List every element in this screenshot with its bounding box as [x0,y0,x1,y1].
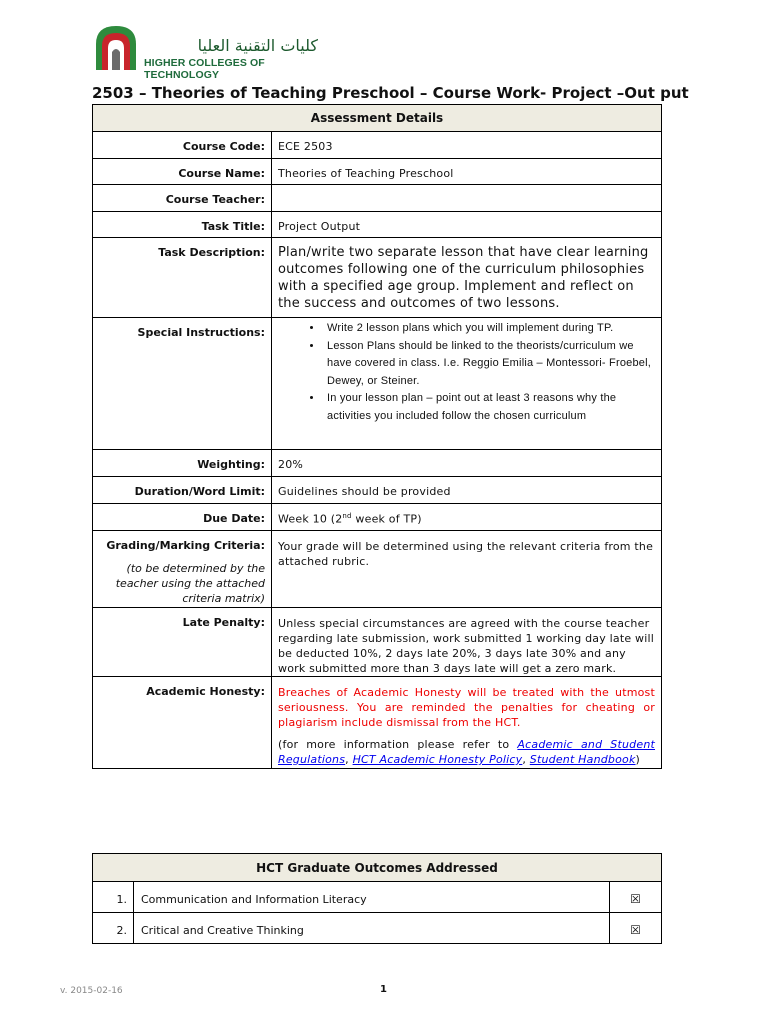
list-item: • Lesson Plans should be linked to the theorists/curriculum we have covered in class. I.e. Reggio Emilia – Montessori- Froebel, Dewey, or Steiner. [323,338,655,391]
references-prefix: (for more information please refer to [278,738,518,751]
grading-note-open: ( [126,562,131,575]
special-instructions-value [272,318,662,450]
logo-english-text: HIGHER COLLEGES OF TECHNOLOGY [144,57,265,81]
task-title-label: Task Title: [93,212,272,238]
list-item: • In your lesson plan – point out at least 3 reasons why the activities you included follow the chosen curriculum [323,390,655,425]
grading-label: Grading/Marking Criteria: [106,539,265,552]
late-penalty-value: Unless special circumstances are agreed with the course teacher regarding late submission, work submitted 1 working day late will be deducted 10%, 2 days late 20%, 3 days late 30% and any work submitted more than 3 days late will get a zero mark. [272,608,662,677]
page-number: 1 [380,984,387,995]
grading-value: Your grade will be determined using the relevant criteria from the attached rubric. [272,531,662,608]
grading-note-close: ) [260,592,265,605]
due-date-value [272,504,662,531]
student-handbook-link[interactable]: Student Handbook [529,753,636,766]
course-teacher-label: Course Teacher: [93,185,272,212]
duration-value: Guidelines should be provided [272,477,662,504]
grading-label-cell [93,531,272,608]
honesty-policy-link[interactable]: HCT Academic Honesty Policy [352,753,523,766]
academic-honesty-value [272,677,662,769]
logo-arabic-text: كليات التقنية العليا [197,36,318,55]
duration-label: Duration/Word Limit: [93,477,272,504]
special-instructions-list [278,320,655,425]
references-sep-2: , [522,753,530,766]
course-code-value: ECE 2503 [272,132,662,159]
hct-logo [92,22,322,81]
assessment-details-table [92,104,662,769]
academic-regulations-link[interactable]: Academic and Student Regulations [278,738,656,766]
course-name-label: Course Name: [93,159,272,185]
version-label: v. 2015-02-16 [60,986,123,996]
task-description-label: Task Description: [93,238,272,318]
special-instructions-label: Special Instructions: [93,318,272,450]
academic-honesty-warning: Breaches of Academic Honesty will be treated with the utmost seriousness. You are reminded the penalties for cheating or plagiarism include dismissal from the HCT. [278,686,655,729]
due-date-prefix: Week 10 (2 [278,512,343,526]
course-name-value: Theories of Teaching Preschool [272,159,662,185]
graduate-outcomes-table [92,853,662,944]
checked-box-icon[interactable]: ☒ [610,882,662,913]
course-teacher-value [272,185,662,212]
table-row [93,882,662,913]
outcome-number: 2. [93,913,134,944]
table-row [93,913,662,944]
due-date-sup: nd [342,512,352,520]
weighting-label: Weighting: [93,450,272,477]
outcome-number: 1. [93,882,134,913]
assessment-details-heading: Assessment Details [93,105,662,132]
list-item: • Write 2 lesson plans which you will implement during TP. [323,320,655,338]
due-date-label: Due Date: [93,504,272,531]
outcome-text: Critical and Creative Thinking [134,913,610,944]
grading-note-text: to be determined by the teacher using the attached criteria matrix [115,562,265,605]
checked-box-icon[interactable]: ☒ [610,913,662,944]
outcome-text: Communication and Information Literacy [134,882,610,913]
hct-emblem-icon [92,22,140,72]
task-description-value: Plan/write two separate lesson that have clear learning outcomes following one of the curriculum philosophies with a specified age group. Implement and reflect on the success and outcomes of two lessons. [272,238,662,318]
task-title-value: Project Output [272,212,662,238]
due-date-suffix: week of TP) [351,512,422,526]
references-sep-1: , [345,753,353,766]
late-penalty-label: Late Penalty: [93,608,272,677]
course-code-label: Course Code: [93,132,272,159]
document-title: 2503 – Theories of Teaching Preschool – Course Work- Project –Out put [92,84,689,102]
academic-honesty-label: Academic Honesty: [93,677,272,769]
academic-honesty-references [278,737,655,767]
weighting-value: 20% [272,450,662,477]
grading-note [97,561,265,606]
references-suffix: ) [635,753,641,766]
graduate-outcomes-heading: HCT Graduate Outcomes Addressed [93,854,662,882]
